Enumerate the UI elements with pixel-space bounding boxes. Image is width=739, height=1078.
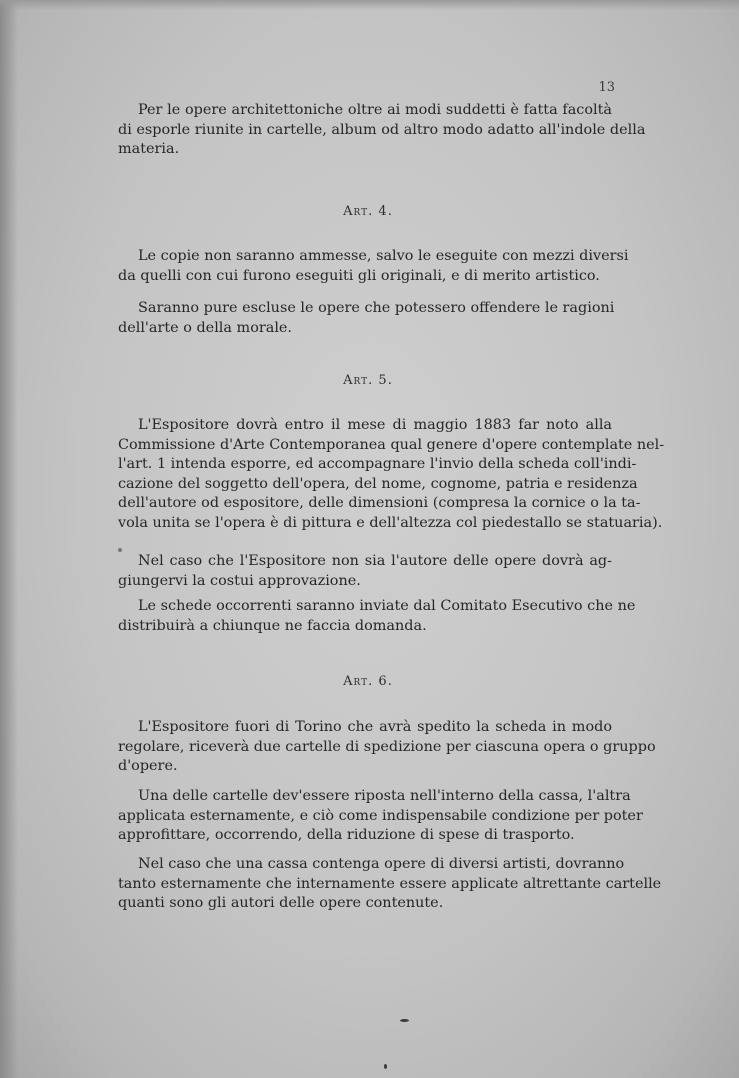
text-line: Nel caso che una cassa contenga opere di diversi artisti, dovranno — [138, 856, 625, 872]
text-line: approfittare, occorrendo, della riduzione di spese di trasporto. — [118, 827, 575, 844]
scan-speck — [118, 548, 122, 552]
text-line: vola unita se l'opera è di pittura e dell'altezza col piedestallo se statuaria). — [118, 514, 663, 531]
scan-speck — [400, 1019, 409, 1022]
text-line: dell'arte o della morale. — [118, 319, 293, 336]
article-6-paragraph-shipping-labels — [118, 718, 656, 777]
scan-speck — [384, 1064, 387, 1069]
text-line: Nel caso che l'Espositore non sia l'autore delle opere dovrà ag- — [138, 553, 612, 569]
article-6-heading: Art. 6. — [343, 674, 393, 689]
text-line: regolare, riceverà due cartelle di spedizione per ciascuna opera o gruppo — [118, 738, 656, 755]
paragraph-architectural-works — [118, 101, 646, 160]
text-line: Le copie non saranno ammesse, salvo le eseguite con mezzi diversi — [138, 248, 629, 264]
text-line: quanti sono gli autori delle opere contenute. — [118, 895, 444, 912]
article-4-paragraph-copies — [118, 247, 629, 286]
page-shadow-top — [0, 0, 739, 10]
article-5-paragraph-declaration — [118, 416, 665, 534]
page-shadow-left — [0, 0, 18, 1078]
text-line: di esporle riunite in cartelle, album od altro modo adatto all'indole della — [118, 121, 646, 138]
text-line: materia. — [118, 141, 180, 158]
article-5-paragraph-approval — [118, 552, 612, 591]
article-4-heading: Art. 4. — [343, 204, 393, 219]
text-line: tanto esternamente che internamente essere applicate altrettante cartelle — [118, 875, 662, 892]
article-5-paragraph-forms — [118, 597, 636, 636]
text-line: Saranno pure escluse le opere che potessero offendere le ragioni — [138, 300, 615, 316]
text-line: Le schede occorrenti saranno inviate dal Comitato Esecutivo che ne — [138, 598, 636, 614]
article-5-heading: Art. 5. — [343, 373, 393, 388]
text-line: Per le opere architettoniche oltre ai modi suddetti è fatta facoltà — [138, 102, 612, 118]
text-line: Una delle cartelle dev'essere riposta nell'interno della cassa, l'altra — [138, 788, 631, 804]
article-4-paragraph-exclusions — [118, 299, 615, 338]
text-line: applicata esternamente, e ciò come indispensabile condizione per poter — [118, 807, 643, 824]
text-line: giungervi la costui approvazione. — [118, 572, 361, 589]
article-6-paragraph-label-placement — [118, 787, 643, 846]
text-line: Commissione d'Arte Contemporanea qual genere d'opere contemplate nel- — [118, 436, 665, 453]
text-line: d'opere. — [118, 758, 178, 775]
text-line: da quelli con cui furono eseguiti gli originali, e di merito artistico. — [118, 267, 600, 284]
article-6-paragraph-multiple-artists — [118, 855, 662, 914]
text-line: cazione del soggetto dell'opera, del nome, cognome, patria e residenza — [118, 475, 638, 492]
text-line: L'Espositore fuori di Torino che avrà spedito la scheda in modo — [138, 719, 612, 735]
page-number: 13 — [598, 80, 615, 95]
text-line: l'art. 1 intenda esporre, ed accompagnare l'invio della scheda coll'indi- — [118, 456, 637, 473]
text-line: L'Espositore dovrà entro il mese di maggio 1883 far noto alla — [138, 417, 612, 433]
text-line: dell'autore od espositore, delle dimensioni (compresa la cornice o la ta- — [118, 495, 641, 512]
text-line: distribuirà a chiunque ne faccia domanda. — [118, 617, 427, 634]
